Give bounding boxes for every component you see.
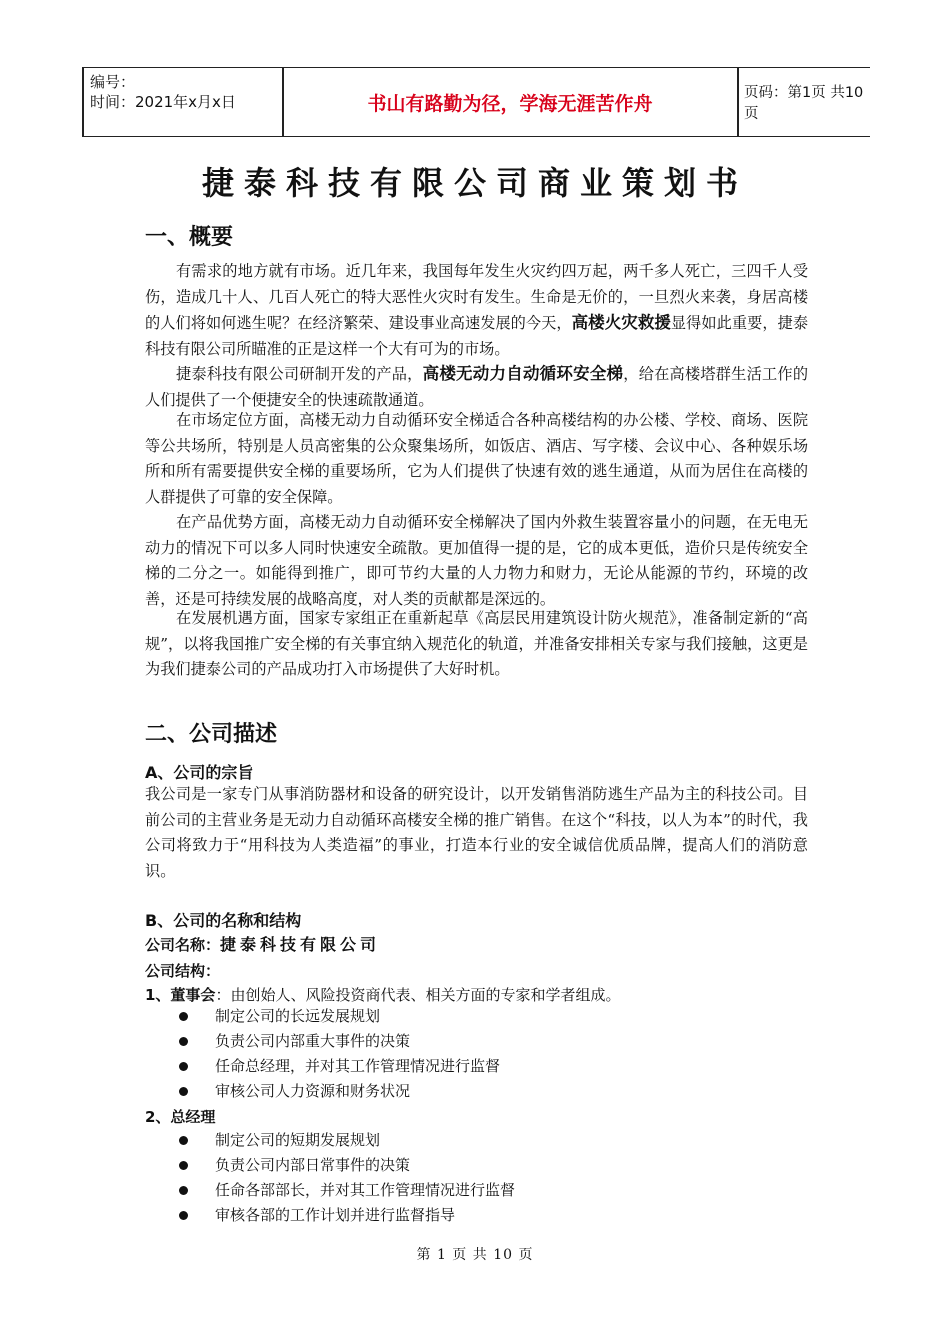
list-item-text: 任命总经理，并对其工作管理情况进行监督 [215,1057,501,1075]
list-item-text: 审核公司人力资源和财务状况 [215,1082,411,1100]
company-name-line [145,932,380,955]
gm-line [145,1106,215,1127]
header-meta [90,72,236,112]
board-text: ：由创始人、风险投资商代表、相关方面的专家和学者组成。 [215,986,621,1004]
list-item-text: 负责公司内部重大事件的决策 [215,1032,411,1050]
document-title: 捷泰科技有限公司商业策划书 [201,164,748,202]
list-item-text: 制定公司的短期发展规划 [215,1131,381,1149]
bullet-icon [179,1037,188,1046]
structure-label-text: 公司结构： [145,962,221,980]
paragraph [145,259,808,362]
paragraph: 在产品优势方面，高楼无动力自动循环安全梯解决了国内外救生装置容量小的问题，在无电无动力的情况下可以多人同时快速安全疏散。更加值得一提的是，它的成本更低，造价只是传统安全梯的二分之一。如能得到推广，即可节约大量的人力物力和财力，无论从能源的节约，环境的改善，还是可持续发展的战略高度，对人类的贡献都是深远的。 [145,513,808,608]
gm-label: 2、总经理 [145,1108,216,1126]
paragraph: 在市场定位方面，高楼无动力自动循环安全梯适合各种高楼结构的办公楼、学校、商场、医院等公共场所，特别是人员高密集的公众聚集场所，如饭店、酒店、写字楼、会议中心、各种娱乐场所和所有需要提供安全梯的重要场所，它为人们提供了快速有效的逃生通道，从而为居住在高楼的人群提供了可靠的安全保障。 [145,411,808,506]
bullet-icon [179,1186,188,1195]
bullet-icon [179,1161,188,1170]
list-item-text: 任命各部部长，并对其工作管理情况进行监督 [215,1181,516,1199]
bold-text: 高楼火灾救援 [571,313,671,333]
gm-duties-list [175,1128,515,1228]
bullet-icon [179,1136,188,1145]
header-motto: 书山有路勤为径，学海无涯苦作舟 [367,92,653,115]
text-run: 有需求的地方就有市场。近几年来，我国每年发生火灾约四万起，两千多人死亡，三四千人受伤，造成几十人、几百人死亡的特大恶性火灾时有发生。生命是无价的，一旦烈火来袭，身居高楼的人们将如何逃生呢？在经济繁荣、建设事业高速发展的今天， [145,262,808,333]
bold-text: 高楼无动力自动循环安全梯 [422,364,624,383]
text-run: ，给在高楼塔群生活工作的人们提供了一个便捷安全的快速疏散通道。 [145,365,809,409]
list-item [175,1004,500,1029]
section-heading-company: 二、公司描述 [145,722,278,747]
text-run: 显得如此重要，捷泰科技有限公司所瞄准的正是这样一个大有可为的市场。 [145,314,809,358]
number-label: 编号： [90,73,136,91]
bullet-icon [179,1211,188,1220]
header-divider [737,68,739,136]
list-item [175,1178,515,1203]
header-table [82,67,870,137]
board-duties-list [175,1004,500,1104]
list-item-text: 负责公司内部日常事件的决策 [215,1156,411,1174]
paragraph: 我公司是一家专门从事消防器材和设备的研究设计，以开发销售消防逃生产品为主的科技公司。目前公司的主营业务是无动力自动循环高楼安全梯的推广销售。在这个“科技，以人为本”的时代，我公司将致力于“用科技为人类造福”的事业，打造本行业的安全诚信优质品牌，提高人们的消防意识。 [145,785,808,880]
list-item [175,1128,515,1153]
page-footer: 第 1 页 共 10 页 [416,1247,534,1263]
header-page-info: 页码：第1页 共10页 [744,85,864,122]
list-item-text: 审核各部的工作计划并进行监督指导 [215,1206,456,1224]
list-item [175,1079,500,1104]
board-label: 1、董事会 [145,986,216,1004]
list-item-text: 制定公司的长远发展规划 [215,1007,381,1025]
text-run: 捷泰科技有限公司研制开发的产品， [176,365,423,383]
subsection-heading: A、公司的宗旨 [145,763,254,782]
subsection-heading: B、公司的名称和结构 [145,911,302,930]
structure-label [145,960,220,981]
paragraph: 在发展机遇方面，国家专家组正在重新起草《高层民用建筑设计防火规范》，准备制定新的“高规”，以将我国推广安全梯的有关事宜纳入规范化的轨道，并准备安排相关专家与我们接触，这更是为我们捷泰公司的产品成功打入市场提供了大好时机。 [145,609,808,679]
bullet-icon [179,1012,188,1021]
board-line [145,984,620,1005]
list-item [175,1029,500,1054]
company-name-value: 捷泰科技有限公司 [220,935,381,954]
date-label: 时间：2021年x月x日 [90,93,236,111]
company-name-label: 公司名称： [145,936,221,954]
list-item [175,1054,500,1079]
bullet-icon [179,1087,188,1096]
list-item [175,1153,515,1178]
paragraph [145,361,808,413]
header-border [82,68,84,136]
bullet-icon [179,1062,188,1071]
list-item [175,1203,515,1228]
section-heading-overview: 一、概要 [145,225,234,250]
